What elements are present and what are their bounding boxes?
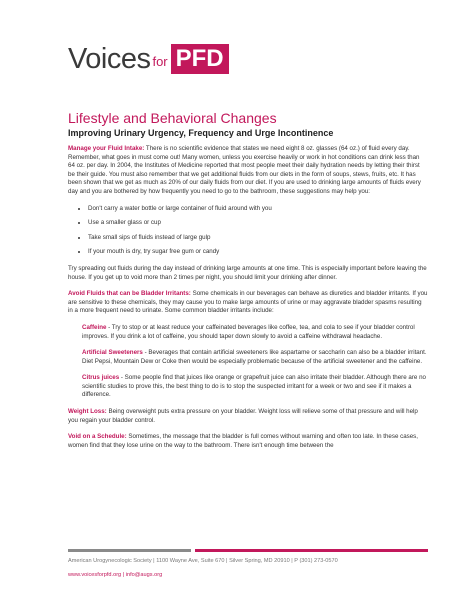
fluid-spreading-paragraph: Try spreading out fluids during the day instead of drinking large amounts at one time. This is especially important before leaving the house. If you get up to void more than 2 times per night, you should limit your drinking after dinner. bbox=[68, 264, 427, 281]
sweeteners-paragraph bbox=[68, 349, 428, 366]
caffeine-heading: Caffeine bbox=[82, 323, 107, 331]
list-item: • Take small sips of fluids instead of large gulp bbox=[88, 234, 428, 243]
sweeteners-heading: Artificial Sweeteners bbox=[82, 349, 143, 357]
logo-pfd-box: PFD bbox=[171, 44, 229, 74]
void-schedule-text: Sometimes, the message that the bladder is full comes without warning and often too late. In these cases, women find that they lose urine on the way to the bathroom. There isn't enough time between the bbox=[68, 433, 418, 449]
footer-gray-bar bbox=[68, 549, 191, 552]
irritants-paragraph bbox=[68, 290, 428, 316]
footer-links[interactable]: www.voicesforpfd.org | info@augs.org bbox=[68, 572, 163, 578]
citrus-text: - Some people find that juices like orange or grapefruit juice can also irritate their bladder. Although there are no scientific studies to prove this, the best thing to do is to stop the suspected irritant for a week or two and see if it makes a difference. bbox=[82, 374, 426, 399]
citrus-heading: Citrus juices bbox=[82, 374, 120, 382]
list-item: • Don't carry a water bottle or large container of fluid around with you bbox=[88, 205, 428, 214]
sweeteners-text: - Beverages that contain artificial sweeteners like aspartame or saccharin can also be a bladder irritant. Diet Pepsi, Mountain Dew or Coke then would be especially problematic because of the artificial sweetener and the caffeine. bbox=[82, 349, 427, 365]
list-item: • Use a smaller glass or cup bbox=[88, 219, 428, 228]
fluid-tips-list bbox=[68, 205, 428, 257]
fluid-intake-heading: Manage your Fluid Intake: bbox=[68, 145, 145, 152]
weight-loss-paragraph bbox=[68, 408, 428, 425]
logo-for-text: for bbox=[152, 54, 168, 69]
page-subtitle: Improving Urinary Urgency, Frequency and Urge Incontinence bbox=[68, 128, 334, 138]
void-schedule-paragraph bbox=[68, 433, 428, 450]
irritants-text: Some chemicals in our beverages can behave as diuretics and bladder irritants. If you are sensitive to these chemicals, they may cause you to make large amounts of urine or may aggravate bladder spasms resulting in a more frequent need to urinate. Some common bladder irritants include: bbox=[68, 290, 428, 315]
footer-pink-bar bbox=[195, 549, 428, 552]
weight-loss-heading: Weight Loss: bbox=[68, 408, 107, 416]
voices-for-pfd-logo bbox=[68, 42, 229, 76]
irritants-heading: Avoid Fluids that can be Bladder Irritants: bbox=[68, 290, 191, 298]
weight-loss-text: Being overweight puts extra pressure on your bladder. Weight loss will relieve some of that pressure and will help you regain your bladder control. bbox=[68, 408, 418, 424]
caffeine-paragraph bbox=[68, 324, 428, 341]
page-title: Lifestyle and Behavioral Changes bbox=[68, 110, 277, 126]
fluid-intake-paragraph bbox=[68, 145, 428, 197]
logo-voices-text: Voices bbox=[68, 43, 151, 75]
caffeine-text: - Try to stop or at least reduce your caffeinated beverages like coffee, tea, and cola to see if your bladder control improves. If you drink a lot of caffeine, you should taper down slowly to avoid a caffeine withdrawal headache. bbox=[82, 323, 415, 340]
citrus-paragraph bbox=[68, 374, 428, 400]
void-schedule-heading: Void on a Schedule: bbox=[68, 433, 127, 441]
footer-address: American Urogynecologic Society | 1100 Wayne Ave, Suite 670 | Silver Spring, MD 20910 | P (301) 273-0570 bbox=[68, 558, 338, 564]
document-body bbox=[68, 145, 428, 458]
list-item: • If your mouth is dry, try sugar free gum or candy bbox=[88, 248, 428, 257]
fluid-intake-text: There is no scientific evidence that states we need eight 8 oz. glasses (64 oz.) of fluid every day. Remember, what goes in must come out! Many women, unless you exercise heavily or work in hot conditions can drink less than 64 oz. per day. In 2004, the Institutes of Medicine reported that most people meet their daily hydration needs by letting their thirst be their guide. You must also remember that we get additional fluids from our diets in the form of soups, stews, fruits, etc. It has been shown that we get as much as 20% of our daily fluids from our diet. If you are used to drinking large amounts of fluids every day and you are bothered by how frequently you need to go to the bathroom, these suggestions may help you: bbox=[68, 145, 421, 195]
